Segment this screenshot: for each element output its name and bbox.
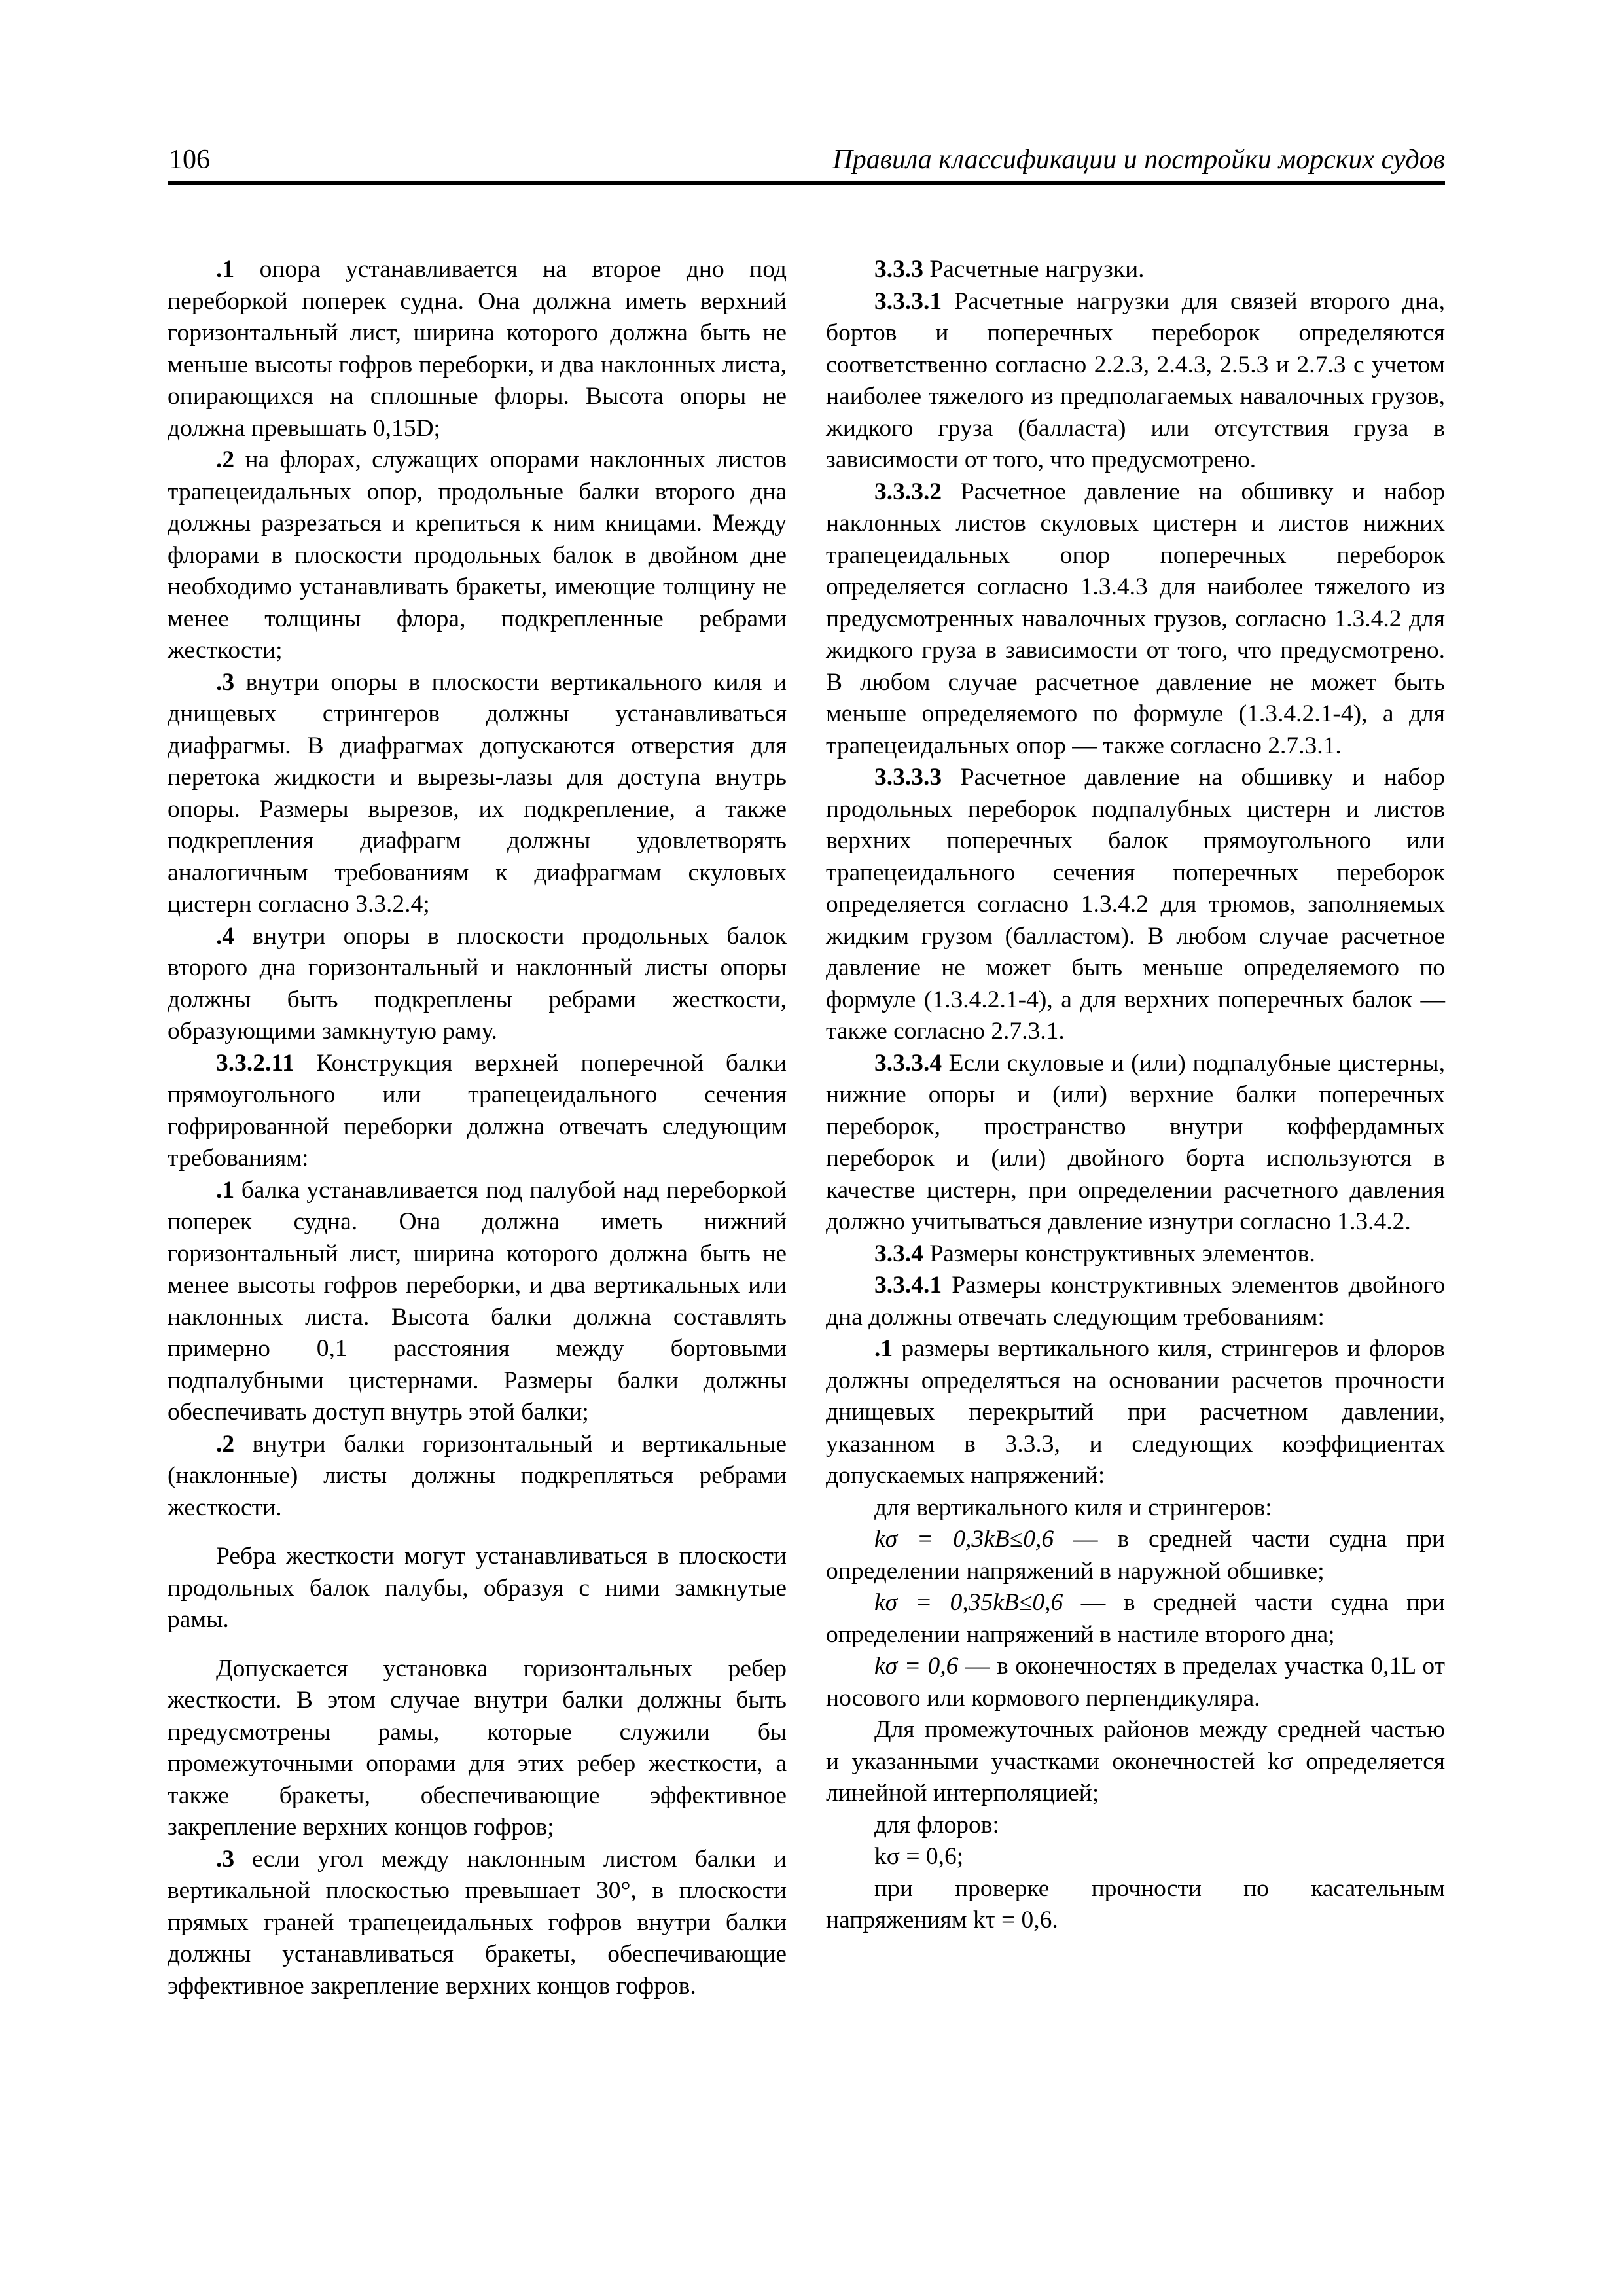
left-para-2: .2 на флорах, служащих опорами наклонных листов трапецеидальных опор, продольные балки второго дна должны разрезаться и крепиться к ним кницами. Между флорами в плоскости продольных балок в двойном дне необходимо устанавливать бракеты, имеющие толщину не менее толщины флора, подкрепленные ребрами жесткости; xyxy=(168,446,787,664)
left-para-4: .4 внутри опоры в плоскости продольных балок второго дна горизонтальный и наклонный листы опоры должны быть подкреплены ребрами жесткости, образующими замкнутую раму. xyxy=(168,922,787,1045)
left-para-5: 3.3.2.11 Конструкция верхней поперечной балки прямоугольного или трапецеидального сечения гофрированной переборки должна отвечать следующим требованиям: xyxy=(168,1049,787,1172)
right-para-14: для флоров: xyxy=(874,1811,999,1839)
right-para-16: при проверке прочности по касательным напряжениям kτ = 0,6. xyxy=(826,1874,1445,1933)
left-para-7: .2 внутри балки горизонтальный и вертикальные (наклонные) листы должны подкрепляться ребрами жесткости. xyxy=(168,1430,787,1521)
left-para-8: Ребра жесткости могут устанавливаться в плоскости продольных балок палубы, образуя с ними замкнутые рамы. xyxy=(168,1543,787,1633)
right-para-9: для вертикального киля и стрингеров: xyxy=(874,1494,1272,1521)
left-column xyxy=(168,254,787,2002)
right-para-2: 3.3.3.1 Расчетные нагрузки для связей второго дна, бортов и поперечных переборок определяются соответственно согласно 2.2.3, 2.4.3, 2.5.3 и 2.7.3 с учетом наиболее тяжелого из предполагаемых навалочных грузов, жидкого груза (балласта) или отсутствия груза в зависимости от того, что предусмотрено. xyxy=(826,287,1445,473)
right-para-5: 3.3.3.4 Если скуловые и (или) подпалубные цистерны, нижние опоры и (или) верхние балки поперечных переборок, пространство внутри коффердамных переборок и (или) двойного борта используются в качестве цистерн, при определении расчетного давления должно учитываться давление изнутри согласно 1.3.4.2. xyxy=(826,1049,1445,1235)
left-para-3: .3 внутри опоры в плоскости вертикального киля и днищевых стрингеров должны устанавливаться диафрагмы. В диафрагмах допускаются отверстия для перетока жидкости и вырезы-лазы для доступа внутрь опоры. Размеры вырезов, их подкрепление, а также подкрепления диафрагм должны удовлетворять аналогичным требованиям к диафрагмам скуловых цистерн согласно 3.3.2.4; xyxy=(168,668,787,918)
left-para-10: .3 если угол между наклонным листом балки и вертикальной плоскостью превышает 30°, в плоскости прямых граней трапецеидальных гофров внутри балки должны устанавливаться бракеты, обеспечивающие эффективное закрепление верхних концов гофров. xyxy=(168,1845,787,2000)
page-header xyxy=(168,141,1445,185)
right-para-6: 3.3.4 Размеры конструктивных элементов. xyxy=(874,1240,1315,1267)
right-para-7: 3.3.4.1 Размеры конструктивных элементов двойного дна должны отвечать следующим требованиям: xyxy=(826,1272,1445,1331)
left-para-1: .1 опора устанавливается на второе дно под переборкой поперек судна. Она должна иметь верхний горизонтальный лист, ширина которого должна быть не меньше высоты гофров переборки, и два наклонных листа, опирающихся на сплошные флоры. Высота опоры не должна превышать 0,15D; xyxy=(168,256,787,442)
right-para-13: Для промежуточных районов между средней частью и указанными участками оконечностей kσ определяется линейной интерполяцией; xyxy=(826,1716,1445,1806)
right-formula-2: kσ = 0,35kB≤0,6 — в средней части судна при определении напряжений в настиле второго дна; xyxy=(826,1589,1445,1648)
right-column xyxy=(826,254,1445,1937)
running-title: Правила классификации и постройки морских судов xyxy=(832,145,1445,175)
left-para-6: .1 балка устанавливается под палубой над переборкой поперек судна. Она должна иметь нижний горизонтальный лист, ширина которого должна быть не менее высоты гофров переборки, и два вертикальных или наклонных листа. Высота балки должна составлять примерно 0,1 расстояния между бортовыми подпалубными цистернами. Размеры балки должны обеспечивать доступ внутрь этой балки; xyxy=(168,1176,787,1426)
right-formula-1: kσ = 0,3kB≤0,6 — в средней части судна при определении напряжений в наружной обшивке; xyxy=(826,1526,1445,1585)
page-number: 106 xyxy=(169,145,210,175)
right-formula-3: kσ = 0,6 — в оконечностях в пределах участка 0,1L от носового или кормового перпендикуляра. xyxy=(826,1653,1445,1712)
right-para-15: kσ = 0,6; xyxy=(874,1843,964,1870)
right-para-1: 3.3.3 Расчетные нагрузки. xyxy=(874,256,1145,283)
right-para-4: 3.3.3.3 Расчетное давление на обшивку и набор продольных переборок подпалубных цистерн и листов верхних поперечных балок прямоугольного или трапецеидального сечения поперечных переборок определяется согласно 1.3.4.2 для трюмов, заполняемых жидким грузом (балластом). В любом случае расчетное давление не может быть меньше определяемого по формуле (1.3.4.2.1-4), а для верхних поперечных балок — также согласно 2.7.3.1. xyxy=(826,764,1445,1045)
right-para-8: .1 размеры вертикального киля, стрингеров и флоров должны определяться на основании расчетов прочности днищевых перекрытий при расчетном давлении, указанном в 3.3.3, и следующих коэффициентах допускаемых напряжений: xyxy=(826,1335,1445,1489)
right-para-3: 3.3.3.2 Расчетное давление на обшивку и набор наклонных листов скуловых цистерн и листов нижних трапецеидальных опор поперечных переборок определяется согласно 1.3.4.3 для наиболее тяжелого из предусмотренных навалочных грузов, согласно 1.3.4.2 для жидкого груза в зависимости от того, что предусмотрено. В любом случае расчетное давление не может быть меньше определяемого по формуле (1.3.4.2.1-4), а для трапецеидальных опор — также согласно 2.7.3.1. xyxy=(826,478,1445,759)
left-para-9: Допускается установка горизонтальных ребер жесткости. В этом случае внутри балки должны быть предусмотрены рамы, которые служили бы промежуточными опорами для этих ребер жесткости, а также бракеты, обеспечивающие эффективное закрепление верхних концов гофров; xyxy=(168,1655,787,1840)
